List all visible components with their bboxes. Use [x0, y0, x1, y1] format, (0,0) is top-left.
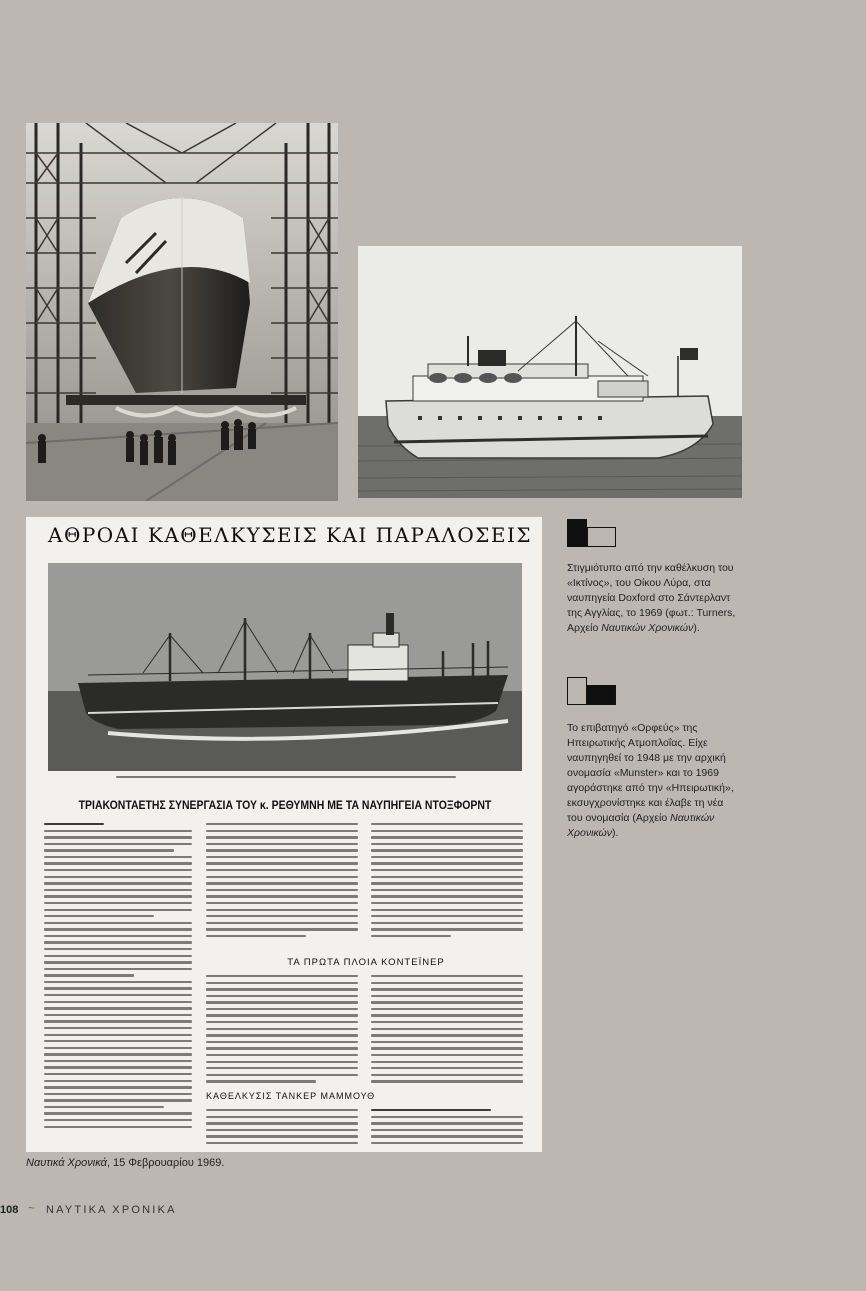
empty-box-icon	[567, 677, 587, 705]
text-column-5	[371, 975, 523, 1087]
filled-box-icon	[587, 685, 616, 705]
caption-photo-1: Στιγμιότυπο από την καθέλκυση του «Ικτίνος», του Οίκου Λύρα, στα ναυπηγεία Doxford στο Σάντερλαντ της Αγγλίας, το 1969 (φωτ.: Turners, Αρχείο Ναυτικών Χρονικών).	[567, 562, 736, 634]
text-column-4	[206, 975, 358, 1087]
cargo-ship-photo	[48, 563, 522, 771]
layout-icon-photo-top-left	[567, 519, 616, 547]
page-number: 108	[0, 1204, 19, 1216]
text-column-2	[206, 823, 358, 941]
empty-box-icon	[587, 527, 616, 547]
text-column-6	[206, 1109, 358, 1148]
passenger-ship-photo	[358, 246, 742, 498]
clipping-photo-caption	[86, 776, 486, 778]
layout-icon-photo-top-right	[567, 677, 616, 705]
newspaper-clipping	[26, 517, 542, 1152]
caption-clipping: Ναυτικά Χρονικά, 15 Φεβρουαρίου 1969.	[26, 1157, 225, 1169]
text-column-7	[371, 1109, 523, 1148]
launch-photo	[26, 123, 338, 501]
clipping-section-heading-2: ΚΑΘΕΛΚΥΣΙΣ ΤΑΝΚΕΡ ΜΑΜΜΟΥΘ	[206, 1091, 376, 1101]
footer-separator: ~	[28, 1201, 36, 1215]
text-column-3	[371, 823, 523, 941]
caption-photo-2: Το επιβατηγό «Ορφεύς» της Ηπειρωτικής Ατμοπλοΐας. Είχε ναυπηγηθεί το 1948 με την αρχική ονομασία «Munster» και το 1969 αγοράστηκε από την «Ηπειρωτική», εκσυγχρονίστηκε και έλαβε τη νέα του ονομασία (Αρχείο Ναυτικών Χρονικών).	[567, 722, 734, 839]
text-column-1	[44, 823, 192, 1132]
clipping-section-heading-1: ΤΑ ΠΡΩΤΑ ΠΛΟΙΑ ΚΟΝΤΕΪΝΕΡ	[287, 957, 445, 968]
clipping-subheadline: ΤΡΙΑΚΟΝΤΑΕΤΗΣ ΣΥΝΕΡΓΑΣΙΑ ΤΟΥ κ. ΡΕΘΥΜΝΗ ΜΕ ΤΑ ΝΑΥΠΗΓΕΙΑ ΝΤΟΞΦΟΡΝΤ	[78, 798, 492, 812]
footer-publication-title: ΝΑΥΤΙΚΑ ΧΡΟΝΙΚΑ	[46, 1204, 177, 1216]
clipping-headline: ΑΘΡΟΑΙ ΚΑΘΕΛΚΥΣΕΙΣ ΚΑΙ ΠΑΡΑΛΟΣΕΙΣ	[48, 523, 533, 547]
filled-box-icon	[567, 519, 587, 547]
